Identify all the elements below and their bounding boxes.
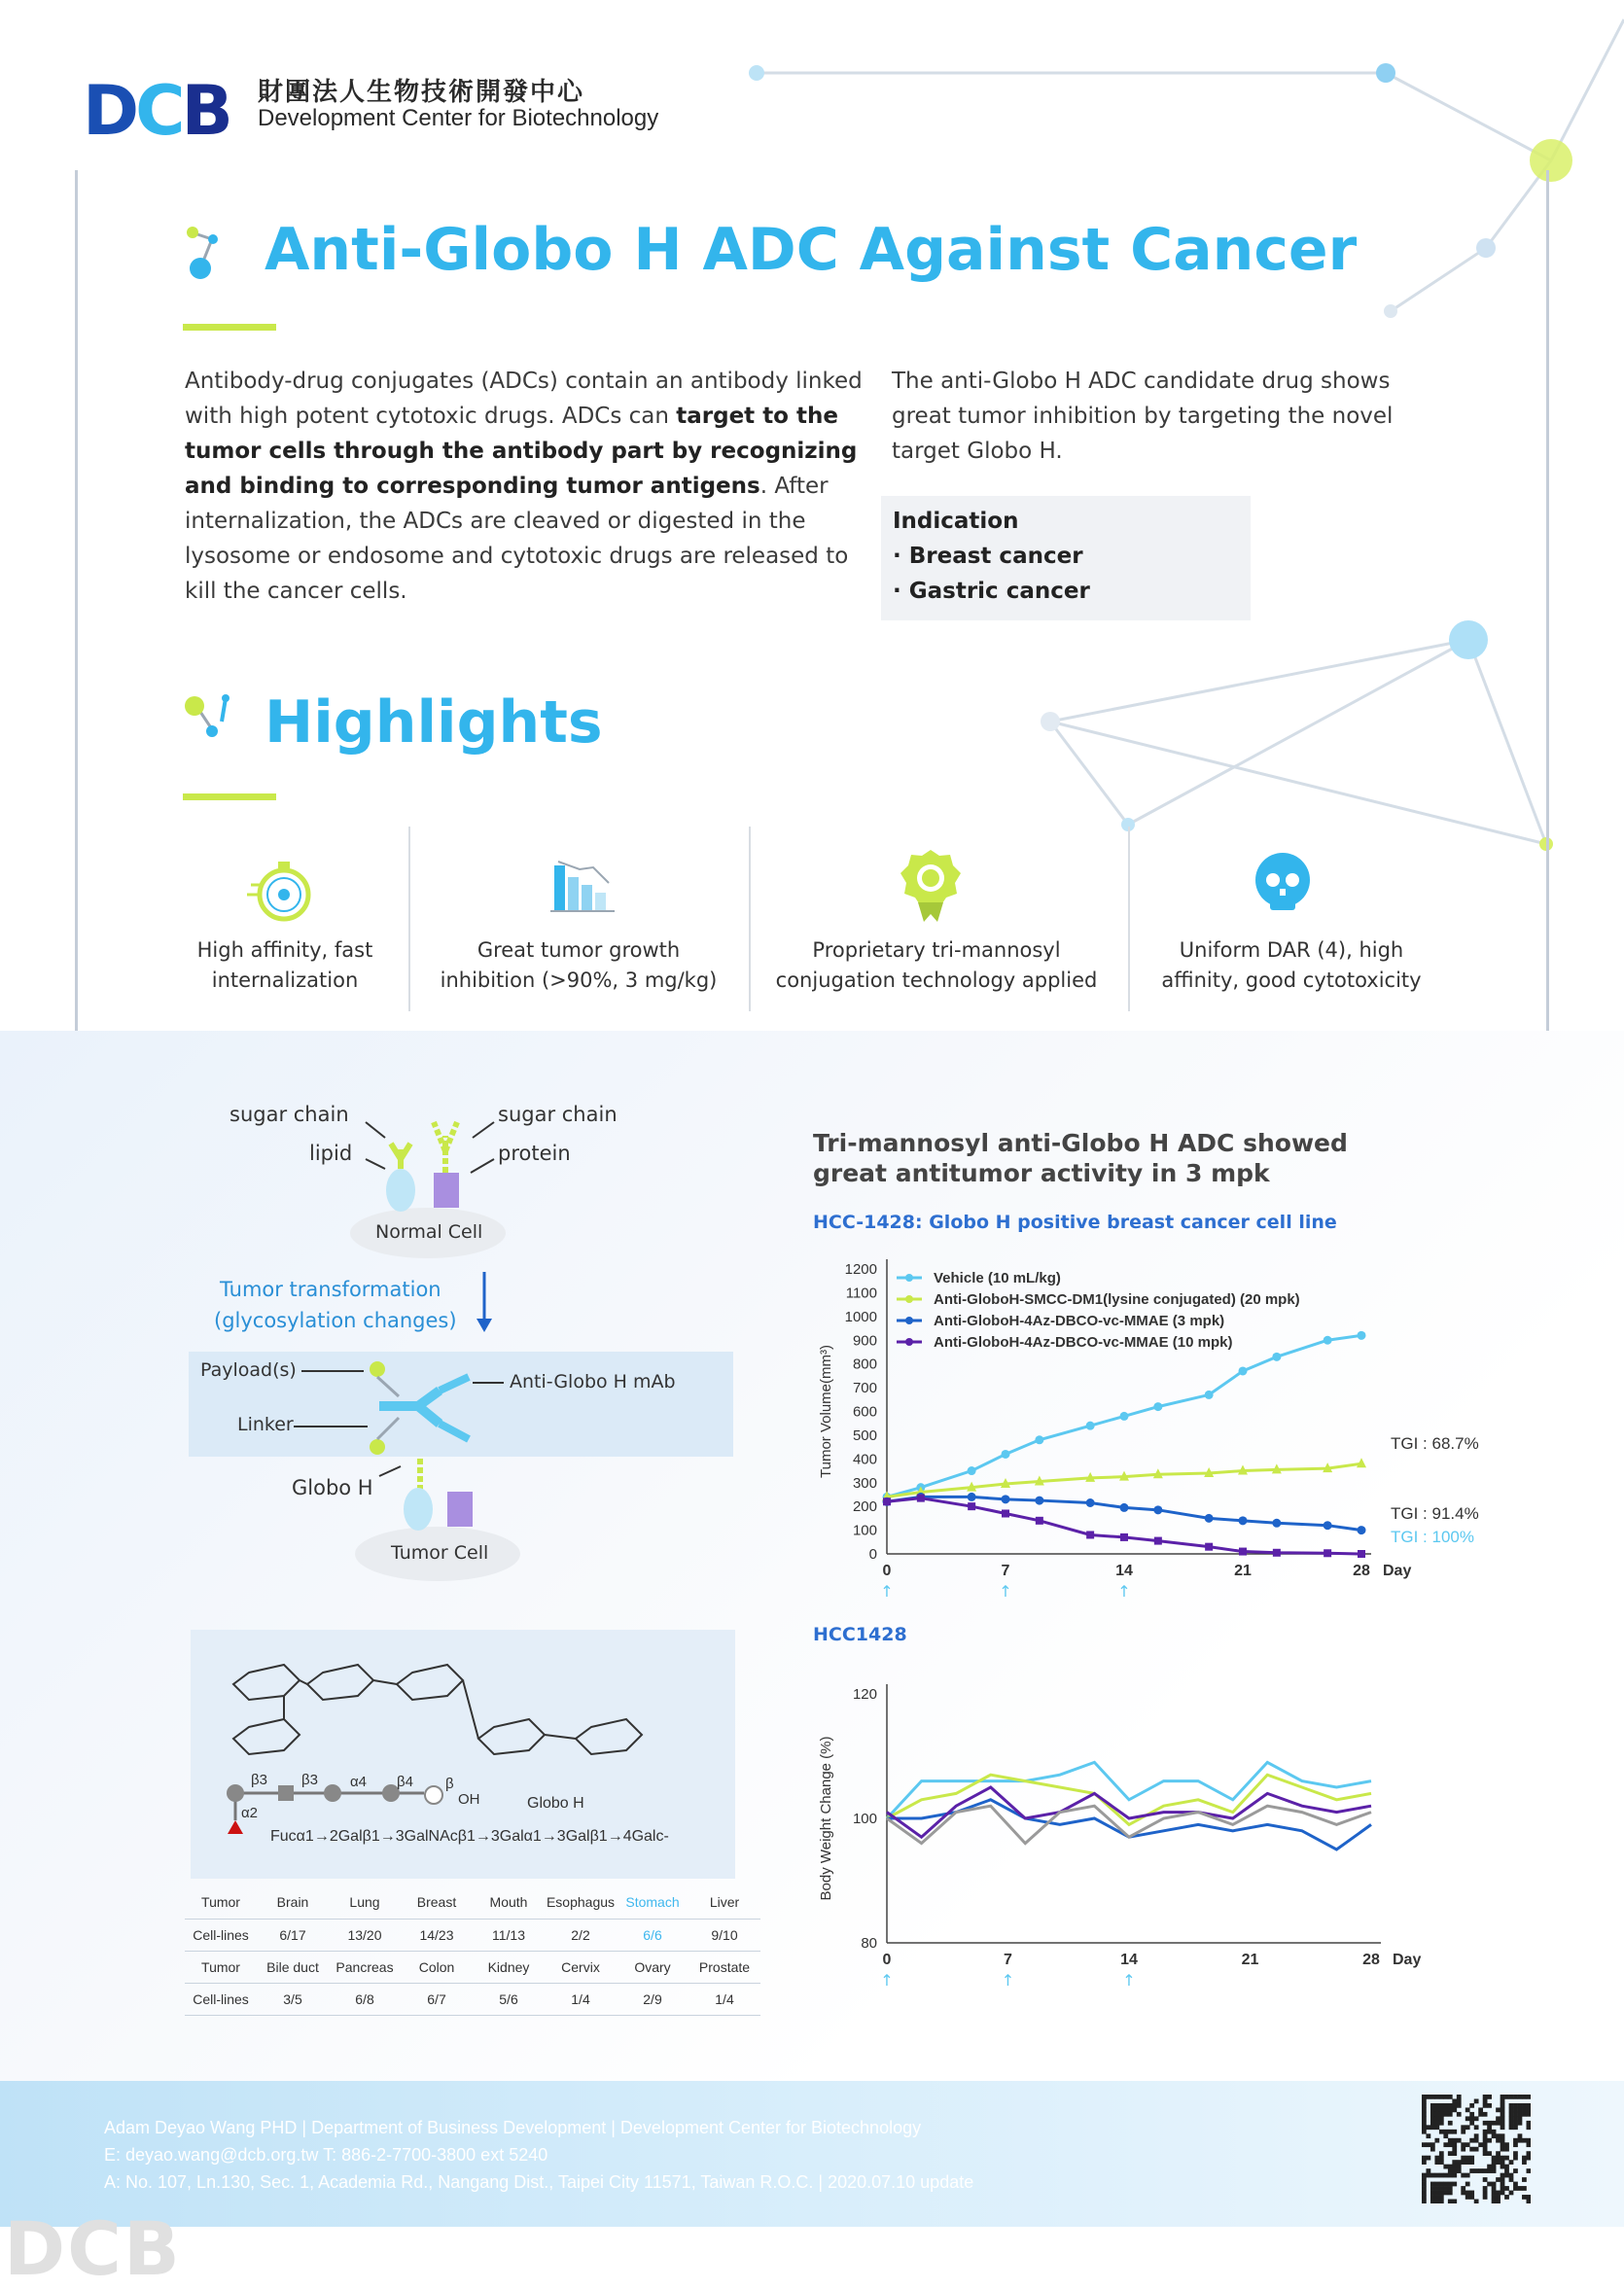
linkage-label: α4 xyxy=(350,1774,368,1790)
indication-block: Indication · Breast cancer · Gastric cancer xyxy=(893,509,1090,604)
linkage-label: β3 xyxy=(301,1772,318,1788)
y-tick-label: 1000 xyxy=(844,1308,877,1325)
data-point xyxy=(1272,1353,1281,1361)
lipid-label: lipid xyxy=(309,1142,353,1165)
x-tick-label: 7 xyxy=(1004,1952,1012,1968)
indication-title: Indication xyxy=(893,509,1019,534)
tgi-annotation: TGI : 100% xyxy=(1391,1528,1474,1546)
linker-label: Linker xyxy=(237,1414,294,1435)
table-cell: 13/20 xyxy=(329,1919,401,1951)
highlights-icon xyxy=(183,692,241,747)
page-title: Anti-Globo H ADC Against Cancer xyxy=(265,216,1358,284)
data-point xyxy=(1036,1517,1043,1525)
structure-name: Globo H xyxy=(527,1795,584,1812)
table-cell: 1/4 xyxy=(545,1983,617,2015)
indication-item: Gastric cancer xyxy=(908,579,1090,604)
legend-marker xyxy=(905,1274,913,1282)
x-tick-label: 14 xyxy=(1120,1952,1138,1968)
x-tick-label: 0 xyxy=(882,1563,892,1579)
legend-label: Anti-GloboH-4Az-DBCO-vc-MMAE (3 mpk) xyxy=(934,1313,1225,1329)
legend-marker xyxy=(905,1338,913,1346)
table-cell: 6/6 xyxy=(617,1919,688,1951)
table-cell: 5/6 xyxy=(473,1983,545,2015)
linkage-label: β xyxy=(445,1776,454,1792)
y-tick-label: 120 xyxy=(852,1686,877,1703)
x-axis-label: Day xyxy=(1383,1563,1412,1579)
legend-marker xyxy=(905,1295,913,1303)
mechanism-diagram xyxy=(185,1089,729,1614)
title-icon xyxy=(183,226,237,284)
table-cell: Lung xyxy=(329,1886,401,1919)
award-badge-icon xyxy=(897,846,965,924)
tumor-volume-chart xyxy=(797,1245,1536,1614)
table-cell: Cervix xyxy=(545,1951,617,1983)
data-point xyxy=(1086,1422,1095,1430)
x-tick-label: 28 xyxy=(1362,1952,1380,1968)
title-accent-bar xyxy=(183,324,276,331)
dosing-arrow: ↑ xyxy=(880,1971,894,1990)
highlight-divider xyxy=(408,827,410,1011)
data-point xyxy=(1358,1331,1366,1340)
dosing-arrow: ↑ xyxy=(999,1582,1012,1601)
x-axis-label: Day xyxy=(1393,1952,1422,1968)
dosing-arrow: ↑ xyxy=(880,1582,894,1601)
x-tick-label: 7 xyxy=(1001,1563,1010,1579)
table-row xyxy=(185,1983,760,2015)
highlight-label: Great tumor growth inhibition (>90%, 3 mg/kg) xyxy=(440,938,718,992)
data-point xyxy=(968,1466,976,1475)
linkage-label: α2 xyxy=(241,1805,259,1821)
data-point xyxy=(1035,1497,1043,1505)
footer-contact: Adam Deyao Wang PHD | Department of Business Development | Development Center for Biotechnology xyxy=(104,2118,922,2137)
data-point xyxy=(1239,1548,1247,1556)
antibody-label: Anti-Globo H mAb xyxy=(510,1371,676,1392)
data-point xyxy=(968,1502,975,1510)
data-point xyxy=(1035,1435,1043,1444)
data-point xyxy=(1273,1549,1281,1557)
y-axis-label: Body Weight Change (%) xyxy=(818,1736,834,1901)
data-point xyxy=(1239,1516,1248,1525)
dosing-arrow: ↑ xyxy=(1122,1971,1136,1990)
data-point xyxy=(1205,1391,1214,1399)
dosing-arrow: ↑ xyxy=(1001,1971,1015,1990)
footer-email-phone: E: deyao.wang@dcb.org.tw T: 886-2-7700-3800 ext 5240 xyxy=(104,2145,548,2165)
table-cell: 11/13 xyxy=(473,1919,545,1951)
data-point xyxy=(1154,1537,1162,1545)
y-tick-label: 300 xyxy=(852,1474,877,1492)
table-cell: Breast xyxy=(401,1886,473,1919)
data-point xyxy=(1120,1412,1129,1421)
chart2-title: HCC1428 xyxy=(813,1624,907,1645)
highlight-label: High affinity, fast internalization xyxy=(196,938,373,992)
table-cell: Cell-lines xyxy=(185,1983,257,2015)
tgi-annotation: TGI : 91.4% xyxy=(1391,1504,1479,1523)
mechanism-graphics xyxy=(185,1089,729,1614)
legend-label: Anti-GloboH-SMCC-DM1(lysine conjugated) (20 mpk) xyxy=(934,1291,1300,1308)
table-cell: Stomach xyxy=(617,1886,688,1919)
intro-left: Antibody-drug conjugates (ADCs) contain an antibody linked with high potent cytotoxic drugs. ADCs can target to the tumor cells through the antibody part by recognizing and binding to corresponding tumor antigens. After internalization, the ADCs are cleaved or digested in the lysosome or endosome and cytotoxic drugs are released to kill the cancer cells. xyxy=(185,369,863,604)
y-tick-label: 200 xyxy=(852,1498,877,1516)
transformation-label: Tumor transformation xyxy=(220,1278,441,1301)
table-cell: 6/7 xyxy=(401,1983,473,2015)
table-cell: Brain xyxy=(257,1886,329,1919)
data-point xyxy=(1002,1495,1010,1503)
data-point xyxy=(1324,1521,1332,1530)
table-cell: Tumor xyxy=(185,1886,257,1919)
data-point xyxy=(1358,1550,1365,1558)
skull-icon xyxy=(1251,850,1315,914)
data-point xyxy=(1002,1450,1010,1459)
dosing-arrow: ↑ xyxy=(1117,1582,1131,1601)
tumor-cell-label: Tumor Cell xyxy=(391,1542,489,1564)
highlights-accent-bar xyxy=(183,793,276,800)
data-point xyxy=(1239,1366,1248,1375)
data-point xyxy=(1324,1336,1332,1345)
y-tick-label: 1200 xyxy=(844,1261,877,1278)
data-point xyxy=(968,1493,976,1501)
data-point xyxy=(1120,1533,1128,1541)
data-point xyxy=(1153,1505,1162,1514)
table-cell: Cell-lines xyxy=(185,1919,257,1951)
linkage-label: β4 xyxy=(397,1774,413,1790)
table-cell: 3/5 xyxy=(257,1983,329,2015)
sugar-chain-label: sugar chain xyxy=(229,1103,349,1126)
y-tick-label: 0 xyxy=(868,1546,877,1563)
y-tick-label: 100 xyxy=(852,1522,877,1539)
data-point xyxy=(1086,1498,1095,1507)
data-point xyxy=(1086,1531,1094,1538)
indication-item: Breast cancer xyxy=(908,544,1083,569)
x-tick-label: 28 xyxy=(1353,1563,1370,1579)
y-tick-label: 400 xyxy=(852,1451,877,1468)
stopwatch-icon xyxy=(245,856,315,926)
table-cell: Esophagus xyxy=(545,1886,617,1919)
table-cell: Liver xyxy=(688,1886,760,1919)
table-cell: 9/10 xyxy=(688,1919,760,1951)
data-point xyxy=(1002,1509,1009,1517)
qr-code xyxy=(1422,2095,1531,2203)
y-tick-label: 600 xyxy=(852,1403,877,1421)
data-point xyxy=(1205,1543,1213,1551)
globo-h-label: Globo H xyxy=(292,1476,373,1499)
table-cell: Kidney xyxy=(473,1951,545,1983)
highlight-divider xyxy=(749,827,751,1011)
y-tick-label: 700 xyxy=(852,1380,877,1397)
table-cell: Mouth xyxy=(473,1886,545,1919)
protein-label: protein xyxy=(498,1142,571,1165)
y-tick-label: 900 xyxy=(852,1332,877,1350)
legend-label: Anti-GloboH-4Az-DBCO-vc-MMAE (10 mpk) xyxy=(934,1334,1233,1351)
structure-sequence: Fucα1→2Galβ1→3GalNAcβ1→3Galα1→3Galβ1→4Galc- xyxy=(270,1828,669,1845)
data-point xyxy=(1205,1514,1214,1523)
chart1-title: HCC-1428: Globo H positive breast cancer cell line xyxy=(813,1212,1337,1233)
table-row xyxy=(185,1951,760,1983)
tgi-annotation: TGI : 68.7% xyxy=(1391,1434,1479,1453)
highlight-label: Uniform DAR (4), high affinity, good cytotoxicity xyxy=(1161,938,1422,992)
payload-label: Payload(s) xyxy=(200,1359,297,1381)
y-tick-label: 100 xyxy=(852,1811,877,1827)
tumor-cell-line-table xyxy=(185,1886,760,2016)
org-name-zh: 財團法人生物技術開發中心 xyxy=(258,78,585,107)
table-row xyxy=(185,1919,760,1951)
highlights-title: Highlights xyxy=(265,688,603,757)
transformation-sublabel: (glycosylation changes) xyxy=(214,1309,457,1332)
y-tick-label: 500 xyxy=(852,1427,877,1444)
data-point xyxy=(1153,1402,1162,1411)
table-cell: Bile duct xyxy=(257,1951,329,1983)
logo: DCB xyxy=(83,71,229,151)
series-line xyxy=(887,1497,1361,1530)
watermark: DCB xyxy=(4,2205,182,2290)
x-tick-label: 14 xyxy=(1115,1563,1133,1579)
body-weight-chart xyxy=(797,1653,1536,2013)
table-cell: Prostate xyxy=(688,1951,760,1983)
y-tick-label: 1100 xyxy=(845,1285,877,1302)
data-point xyxy=(883,1497,891,1505)
legend-marker xyxy=(905,1317,913,1324)
intro-right: The anti-Globo H ADC candidate drug shows great tumor inhibition by targeting the novel target Globo H. xyxy=(892,369,1394,464)
y-tick-label: 800 xyxy=(852,1356,877,1373)
footer-address: A: No. 107, Ln.130, Sec. 1, Academia Rd., Nangang Dist., Taipei City 11571, Taiwan R.O.C. | 2020.07.10 update xyxy=(104,2172,974,2192)
linkage-label: β3 xyxy=(251,1772,267,1788)
x-tick-label: 21 xyxy=(1234,1563,1252,1579)
bar-chart-down-icon xyxy=(548,856,618,914)
oh-label: OH xyxy=(458,1791,480,1808)
table-cell: 14/23 xyxy=(401,1919,473,1951)
table-cell: 6/8 xyxy=(329,1983,401,2015)
table-cell: Tumor xyxy=(185,1951,257,1983)
globo-h-structure xyxy=(191,1630,735,1879)
table-cell: 1/4 xyxy=(688,1983,760,2015)
table-cell: Colon xyxy=(401,1951,473,1983)
sugar-chain-label: sugar chain xyxy=(498,1103,618,1126)
table-cell: 2/2 xyxy=(545,1919,617,1951)
table-row xyxy=(185,1886,760,1919)
table-cell: 2/9 xyxy=(617,1983,688,2015)
legend-label: Vehicle (10 mL/kg) xyxy=(934,1270,1061,1286)
table-cell: 6/17 xyxy=(257,1919,329,1951)
data-point xyxy=(1120,1503,1129,1512)
highlight-label: Proprietary tri-mannosyl conjugation technology applied xyxy=(775,938,1098,992)
chart-heading: Tri-mannosyl anti-Globo H ADC showed great antitumor activity in 3 mpk xyxy=(813,1129,1348,1187)
y-tick-label: 80 xyxy=(861,1935,877,1952)
table-cell: Ovary xyxy=(617,1951,688,1983)
data-point xyxy=(1324,1549,1331,1557)
data-point xyxy=(1358,1526,1366,1534)
table-cell: Pancreas xyxy=(329,1951,401,1983)
org-name-en: Development Center for Biotechnology xyxy=(258,105,659,131)
data-point xyxy=(917,1495,925,1502)
normal-cell-label: Normal Cell xyxy=(375,1221,483,1243)
data-point xyxy=(1272,1519,1281,1528)
highlight-divider xyxy=(1128,827,1130,1011)
x-tick-label: 21 xyxy=(1241,1952,1259,1968)
x-tick-label: 0 xyxy=(882,1952,892,1968)
y-axis-label: Tumor Volume(mm³) xyxy=(818,1345,834,1478)
